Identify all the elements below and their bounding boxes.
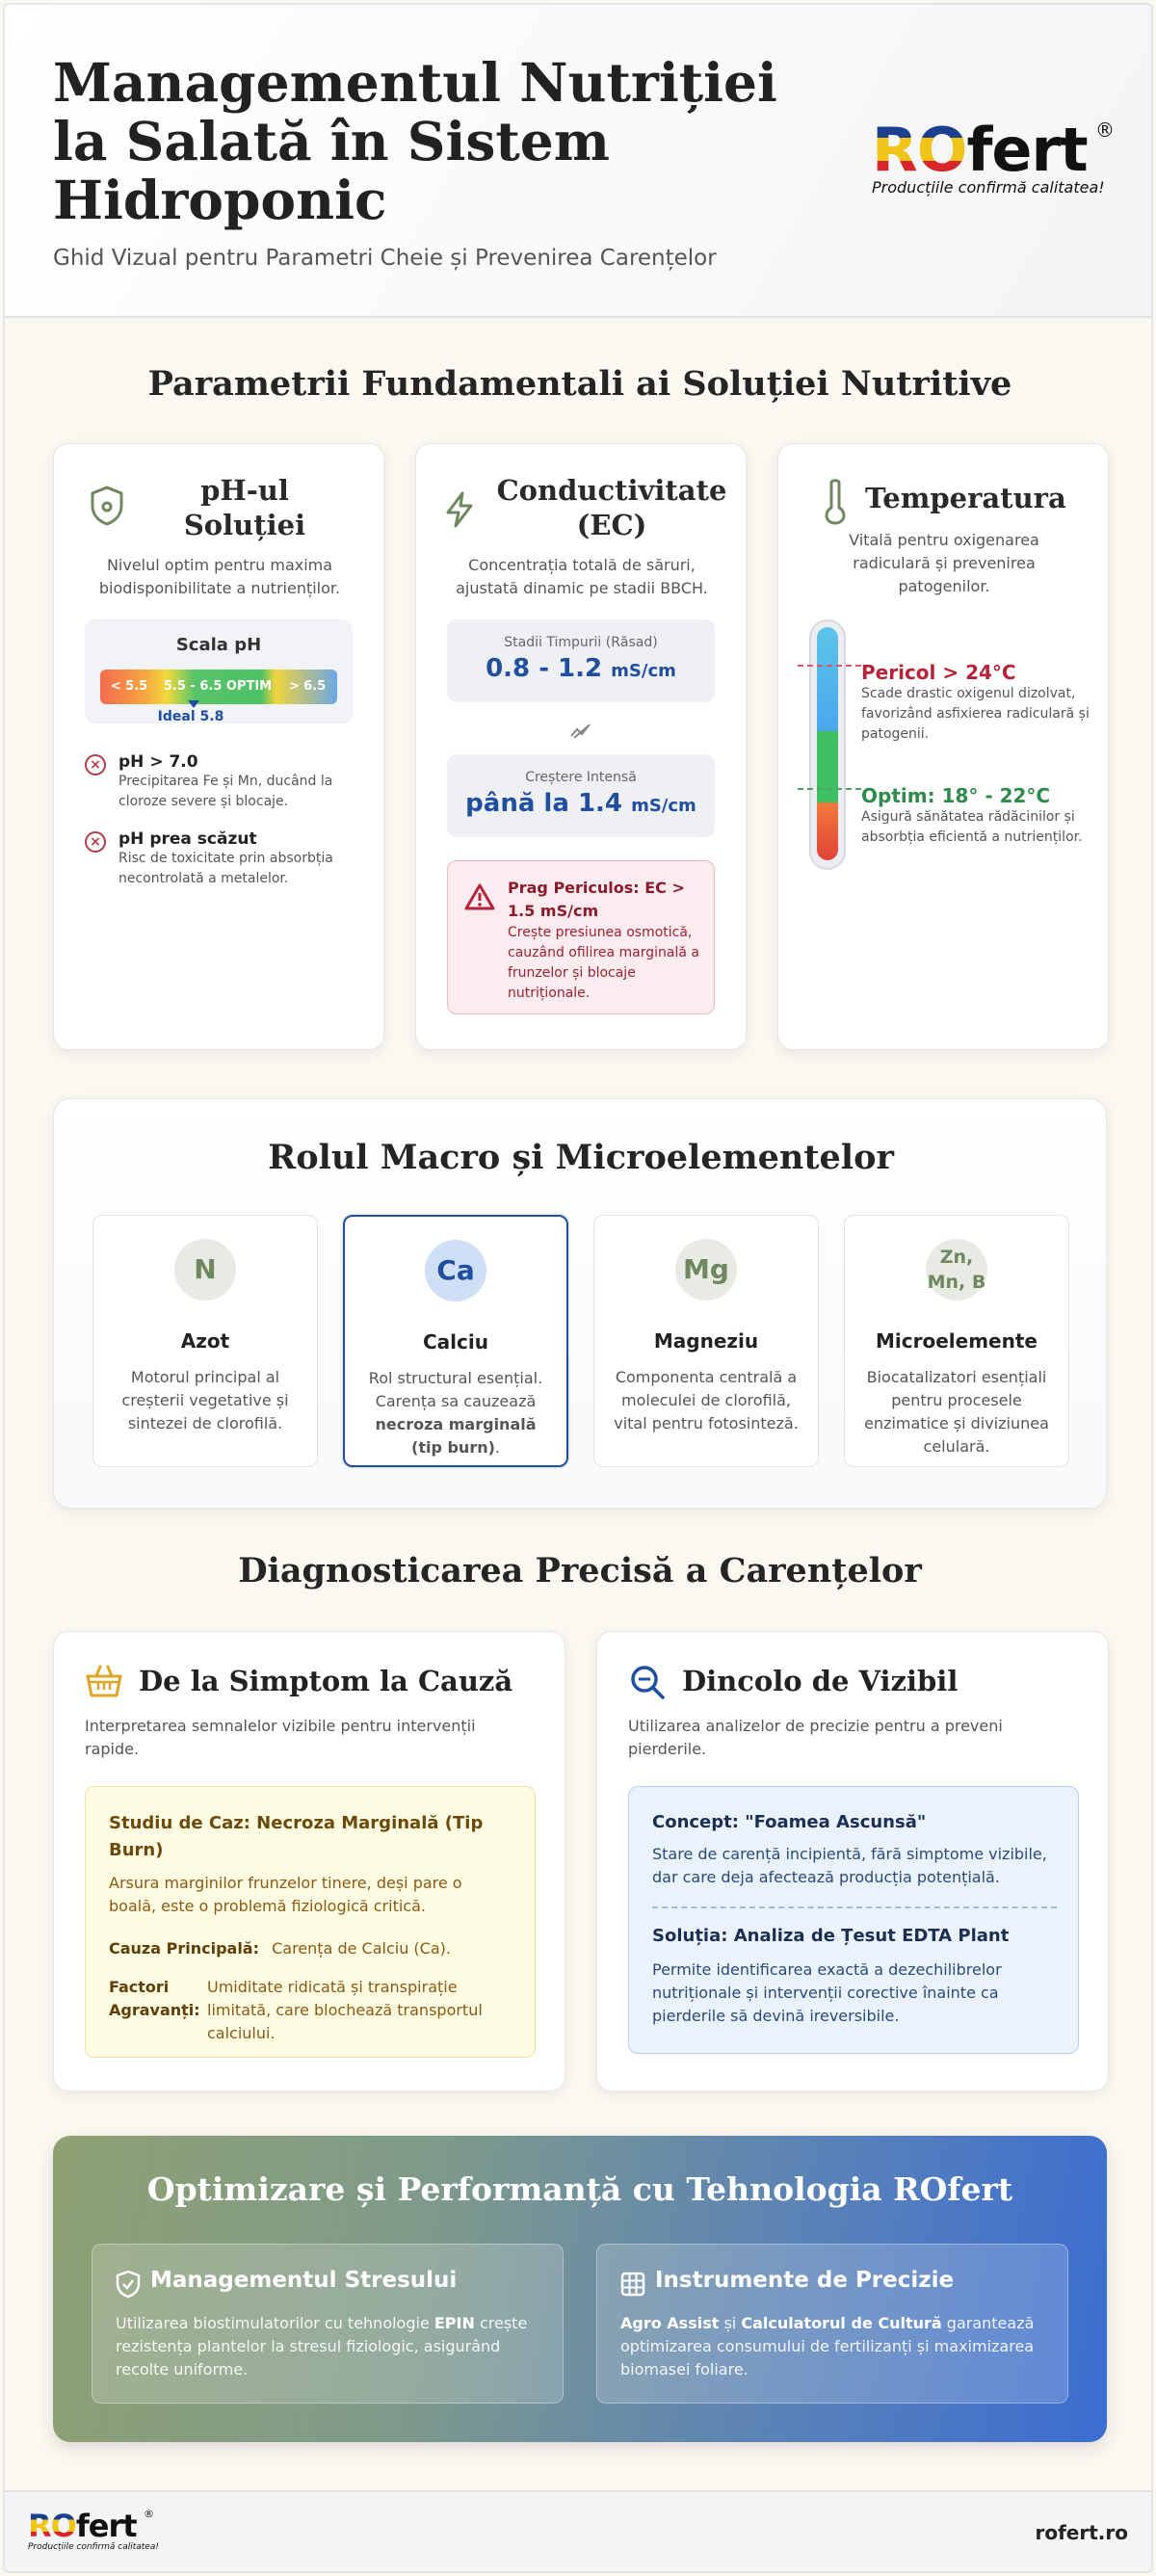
element-name: Azot <box>180 1329 230 1353</box>
footer-url-link[interactable]: rofert.ro <box>1035 2521 1128 2544</box>
solution-title: Soluția: Analiza de Țesut EDTA Plant <box>652 1926 1010 1946</box>
header <box>5 5 1153 318</box>
diagnostics-right-card <box>596 1631 1109 2091</box>
warning-triangle-icon <box>463 882 496 911</box>
concept-title: Concept: "Foamea Ascunsă" <box>652 1812 927 1832</box>
element-card-magneziu[interactable] <box>593 1215 819 1467</box>
ph-warning-low <box>85 829 355 889</box>
diagnostics-section-title: Diagnosticarea Precisă a Carențelor <box>238 1551 922 1590</box>
hot-zone <box>817 802 838 860</box>
epin-emphasis: EPIN <box>434 2314 475 2332</box>
element-symbol: Ca <box>425 1240 486 1301</box>
case-study-box <box>85 1786 536 2058</box>
solution-text: Permite identificarea exactă a dezechilibrelor nutriționale și intervenții corective înainte ca pierderile să devină ireversibile. <box>652 1960 1002 2025</box>
element-card-azot[interactable] <box>92 1215 318 1467</box>
element-text: Motorul principal al creșterii vegetative și sintezei de clorofilă. <box>121 1368 289 1433</box>
tools-text-part: și <box>719 2314 742 2332</box>
warning-text: Risc de toxicitate prin absorbția necontrolată a metalelor. <box>118 851 333 886</box>
diagnostics-right-title: Dincolo de Vizibil <box>682 1665 959 1697</box>
ph-title: pH-ul Soluției <box>183 474 306 541</box>
ec-card <box>415 443 747 1050</box>
optimal-zone <box>817 731 838 802</box>
tools-title: Instrumente de Precizie <box>655 2268 955 2293</box>
ec-danger-title: Prag Periculos: EC > 1.5 mS/cm <box>508 879 685 920</box>
element-card-microelemente[interactable] <box>844 1215 1069 1467</box>
case-study-title: Studiu de Caz: Necroza Marginală (Tip Burn) <box>109 1813 484 1860</box>
ph-ideal-marker <box>188 700 199 708</box>
stress-title: Managementul Stresului <box>150 2268 458 2293</box>
ec-stage-value: până la 1.4 <box>465 789 623 818</box>
warning-text: Precipitarea Fe și Mn, ducând la cloroze severe și blocaje. <box>118 774 333 809</box>
ph-warning-high <box>85 752 355 812</box>
diagnostics-left-description: Interpretarea semnalelor vizibile pentru intervenții rapide. <box>85 1717 476 1758</box>
ec-description: Concentrația totală de săruri, ajustată dinamic pe stadii BBCH. <box>456 556 708 597</box>
diagnostics-left-title: De la Simptom la Cauză <box>139 1665 513 1697</box>
stress-text <box>116 2312 545 2381</box>
stress-management-card <box>92 2244 564 2404</box>
factors-value: Umiditate ridicată și transpirație limitată, care blochează transportul calciului. <box>207 1978 483 2042</box>
divider <box>652 1906 1057 1908</box>
temperature-title: Temperatura <box>865 482 1066 514</box>
temperature-optimal <box>861 784 1092 848</box>
lightning-icon <box>443 490 476 529</box>
logo-ro: RO <box>872 115 967 185</box>
thermometer-icon <box>823 477 848 525</box>
ph-low-segment: < 5.5 <box>110 679 148 694</box>
precision-tools-card <box>596 2244 1068 2404</box>
element-name: Microelemente <box>876 1329 1038 1353</box>
concept-text: Stare de carență incipientă, fără simptome vizibile, dar care deja afectează producția potențială. <box>652 1845 1047 1886</box>
logo-tagline: Producțiile confirmă calitatea! <box>872 178 1105 197</box>
agro-assist-emphasis: Agro Assist <box>620 2314 720 2332</box>
case-study-text: Arsura marginilor frunzelor tinere, deși pare o boală, este o problemă fiziologică critică. <box>109 1874 462 1915</box>
element-text-part: . <box>494 1438 500 1457</box>
warning-title: pH > 7.0 <box>118 752 198 772</box>
footer <box>5 2490 1153 2573</box>
cause-label: Cauza Principală: <box>109 1939 259 1958</box>
temp-danger-title: Pericol > 24°C <box>861 661 1016 684</box>
ph-ideal-label: Ideal 5.8 <box>157 709 224 724</box>
banner-title: Optimizare și Performanță cu Tehnologia ROfert <box>146 2170 1013 2208</box>
cause-value: Carența de Calciu (Ca). <box>272 1939 451 1958</box>
magnifier-icon <box>628 1663 667 1701</box>
logo-fert: fert <box>75 2508 137 2544</box>
cause-row <box>109 1939 523 1958</box>
tools-text-part: garantează optimizarea consumului de fertilizanți și maximizarea biomasei foliare. <box>620 2314 1035 2379</box>
ph-scale <box>85 619 353 723</box>
element-name: Calciu <box>423 1330 488 1354</box>
warning-title: pH prea scăzut <box>118 829 257 849</box>
danger-threshold-line <box>798 665 861 667</box>
temperature-description: Vitală pentru oxigenarea radiculară și prevenirea patogenilor. <box>849 531 1039 595</box>
ec-danger-box <box>447 860 715 1014</box>
ph-card <box>53 443 384 1050</box>
page-subtitle: Ghid Vizual pentru Parametri Cheie și Prevenirea Carențelor <box>53 246 717 271</box>
logo-fert: fert <box>966 115 1088 185</box>
temp-danger-text: Scade drastic oxigenul dizolvat, favorizând asfixierea radiculară și patogenii. <box>861 686 1090 742</box>
optimal-threshold-line <box>798 788 861 790</box>
ph-description: Nivelul optim pentru maxima biodisponibilitate a nutrienților. <box>98 556 341 597</box>
calculator-grid-icon <box>620 2272 645 2297</box>
cold-zone <box>817 627 838 731</box>
element-symbol: Mg <box>675 1239 737 1301</box>
shield-check-icon <box>116 2270 141 2299</box>
ec-stage-label: Stadii Timpurii (Răsad) <box>504 635 658 650</box>
basket-icon <box>85 1663 123 1699</box>
trend-icon <box>568 721 593 740</box>
x-circle-icon: × <box>85 754 106 775</box>
ph-optimal-segment: 5.5 - 6.5 OPTIM <box>163 679 273 694</box>
elements-section-title: Rolul Macro și Microelementelor <box>268 1138 894 1177</box>
stress-text-part: crește rezistența plantelor la stresul fiziologic, asigurând recolte uniforme. <box>116 2314 528 2379</box>
element-text-emphasis: necroza marginală (tip burn) <box>375 1415 537 1457</box>
hidden-hunger-box <box>628 1786 1079 2054</box>
element-text <box>362 1367 549 1459</box>
temp-optimal-title: Optim: 18° - 22°C <box>861 784 1051 807</box>
registered-mark: ® <box>144 2508 154 2520</box>
element-text: Componenta centrală a moleculei de clorofilă, vital pentru fotosinteză. <box>614 1368 799 1433</box>
element-symbol: Zn, Mn, B <box>926 1239 987 1301</box>
tools-text <box>620 2312 1050 2381</box>
elements-panel <box>53 1098 1107 1509</box>
registered-mark: ® <box>1095 118 1115 142</box>
ec-stage-value: 0.8 - 1.2 <box>486 654 603 683</box>
element-text: Biocatalizatori esențiali pentru procesele enzimatice și diviziunea celulară. <box>864 1368 1049 1456</box>
stress-text-part: Utilizarea biostimulatorilor cu tehnologie <box>116 2314 434 2332</box>
parameters-section-title: Parametrii Fundamentali ai Soluției Nutritive <box>147 364 1012 404</box>
ec-stage-early <box>447 619 715 702</box>
ph-scale-title: Scala pH <box>175 635 262 655</box>
ec-danger-text: Crește presiunea osmotică, cauzând ofilirea marginală a frunzelor și blocaje nutriționale. <box>508 925 699 1001</box>
factors-label: Factori Agravanți: <box>109 1978 200 2019</box>
page-frame <box>3 3 1153 2573</box>
element-symbol: N <box>174 1239 236 1301</box>
diagnostics-left-card <box>53 1631 565 2091</box>
temp-optimal-text: Asigură sănătatea rădăcinilor și absorbția eficientă a nutrienților. <box>861 809 1083 845</box>
temperature-card <box>777 443 1109 1050</box>
logo-tagline: Producțiile confirmă calitatea! <box>28 2542 159 2552</box>
element-card-calciu[interactable] <box>343 1215 568 1467</box>
thermometer-gauge <box>809 619 846 870</box>
ec-title: Conductivitate (EC) <box>496 474 727 541</box>
shield-icon <box>89 485 125 527</box>
ph-high-segment: > 6.5 <box>288 679 327 694</box>
rofert-logo[interactable] <box>872 115 1115 197</box>
logo-ro: RO <box>28 2508 76 2544</box>
element-text-part: Rol structural esențial. Carența sa cauzează <box>368 1369 543 1410</box>
technology-banner <box>53 2136 1107 2442</box>
temperature-danger <box>861 661 1092 745</box>
page-title: Managementul Nutriției la Salată în Sistem Hidroponic <box>53 51 777 231</box>
ec-unit: mS/cm <box>611 661 676 681</box>
element-name: Magneziu <box>653 1329 759 1353</box>
ec-stage-label: Creștere Intensă <box>525 770 637 785</box>
footer-logo[interactable] <box>28 2510 159 2552</box>
diagnostics-right-description: Utilizarea analizelor de precizie pentru a preveni pierderile. <box>628 1717 1003 1758</box>
calculator-emphasis: Calculatorul de Cultură <box>741 2314 942 2332</box>
ec-stage-intense <box>447 754 715 837</box>
ec-unit: mS/cm <box>631 796 696 816</box>
x-circle-icon: × <box>85 831 106 853</box>
ph-bar <box>100 670 337 704</box>
